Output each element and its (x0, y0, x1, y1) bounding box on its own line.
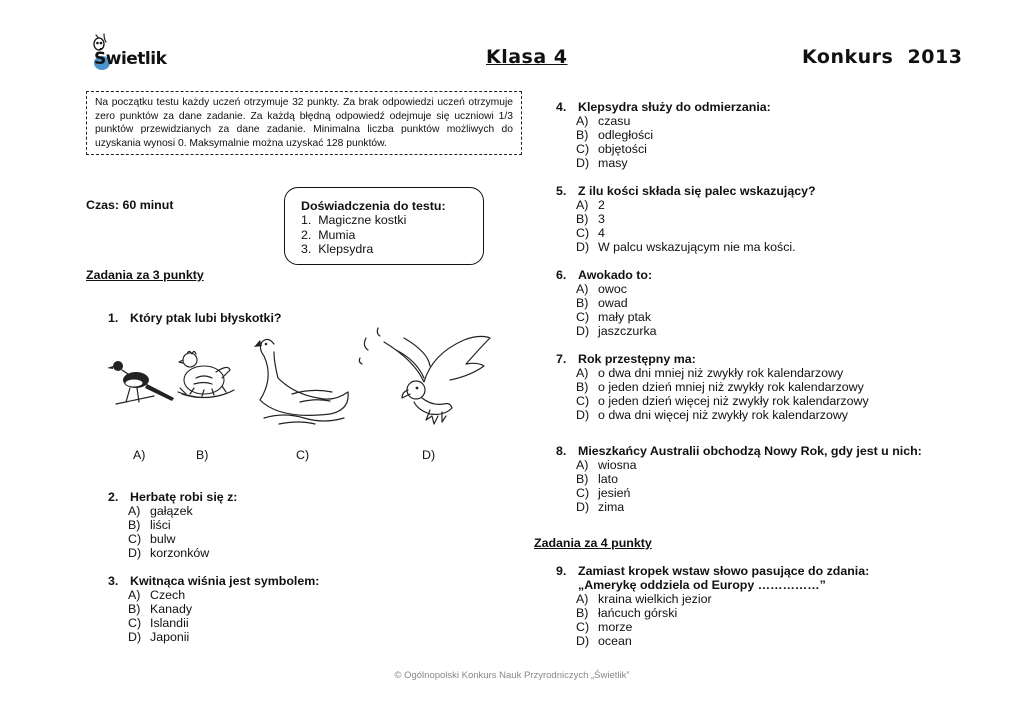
option-item[interactable]: D) Japonii (128, 630, 190, 644)
question-number: 4. (556, 100, 567, 114)
question-number: 3. (108, 574, 119, 588)
experiments-list (301, 213, 406, 257)
experiment-item: 2. Mumia (301, 227, 356, 242)
experiments-box (284, 187, 484, 265)
section-3-points: Zadania za 3 punkty (86, 268, 204, 282)
experiment-item: 3. Klepsydra (301, 242, 374, 256)
option-item[interactable]: A) czasu (576, 114, 631, 128)
experiments-title: Doświadczenia do testu: (301, 199, 446, 213)
question-text: Z ilu kości składa się palec wskazujący? (578, 184, 816, 198)
option-item[interactable]: C) 4 (576, 226, 605, 240)
swan-image (254, 339, 348, 424)
question-7 (556, 352, 869, 422)
question-number: 6. (556, 268, 567, 282)
option-item[interactable]: B) liści (128, 518, 171, 532)
option-item[interactable]: C) o jeden dzień więcej niż zwykły rok kalendarzowy (576, 394, 869, 408)
question-9 (556, 564, 869, 648)
option-item[interactable]: A) wiosna (576, 458, 637, 472)
magpie-image (107, 361, 174, 404)
option-item[interactable]: C) Islandii (128, 616, 189, 630)
q1-option-a[interactable]: A) (133, 448, 146, 462)
option-item[interactable]: B) 3 (576, 212, 605, 226)
q1-option-c[interactable]: C) (296, 448, 310, 462)
contest-title: Konkurs 2013 (802, 46, 963, 68)
question-text: Kwitnąca wiśnia jest symbolem: (130, 574, 320, 588)
option-item[interactable]: C) mały ptak (576, 310, 652, 324)
option-item[interactable]: B) lato (576, 472, 618, 486)
time-limit: Czas: 60 minut (86, 198, 174, 212)
option-item[interactable]: C) objętości (576, 142, 647, 156)
option-item[interactable]: D) ocean (576, 634, 632, 648)
experiment-item: 1. Magiczne kostki (301, 213, 407, 227)
question-number: 2. (108, 490, 119, 504)
option-item[interactable]: A) owoc (576, 282, 627, 296)
option-item[interactable]: D) jaszczurka (576, 324, 657, 338)
option-item[interactable]: B) o jeden dzień mniej niż zwykły rok kalendarzowy (576, 380, 864, 394)
class-title: Klasa 4 (486, 46, 568, 68)
question-4 (556, 100, 771, 170)
option-item[interactable]: A) Czech (128, 588, 186, 602)
option-item[interactable]: C) morze (576, 620, 633, 634)
question-text: Klepsydra służy do odmierzania: (578, 100, 771, 114)
question-text: Rok przestępny ma: (578, 352, 696, 366)
birds-illustration (104, 322, 494, 440)
question-8 (556, 444, 922, 514)
question-5 (556, 184, 816, 254)
option-item[interactable]: B) owad (576, 296, 628, 310)
question-sentence: „Amerykę oddziela od Europy ……………” (578, 578, 826, 592)
option-item[interactable]: A) gałązek (128, 504, 193, 518)
swietlik-logo (86, 32, 166, 74)
option-item[interactable]: B) Kanady (128, 602, 193, 616)
rules-box: Na początku testu każdy uczeń otrzymuje 32 punkty. Za brak odpowiedzi uczeń otrzymuje zero punktów za dane zadanie. Za każdą błędną odpowiedź odejmuje się uczniowi 1/3 punktów przewidzianych za dane zadanie. Minimalna liczba punktów możliwych do uzyskania wynosi 0. Maksymalnie można uzyskać 128 punktów. (86, 91, 522, 155)
option-item[interactable]: A) 2 (576, 198, 605, 212)
option-item[interactable]: D) o dwa dni więcej niż zwykły rok kalendarzowy (576, 408, 848, 422)
eagle-image (359, 328, 490, 424)
option-item[interactable]: A) kraina wielkich jezior (576, 592, 712, 606)
option-item[interactable]: D) zima (576, 500, 625, 514)
question-2 (108, 490, 237, 560)
hen-image (178, 352, 234, 398)
question-number: 8. (556, 444, 567, 458)
question-3 (108, 574, 319, 644)
option-item[interactable]: D) korzonków (128, 546, 210, 560)
option-item[interactable]: D) masy (576, 156, 628, 170)
footer-copyright: © Ogólnopolski Konkurs Nauk Przyrodniczych „Świetlik” (394, 670, 630, 681)
question-text: Zamiast kropek wstaw słowo pasujące do zdania: (578, 564, 870, 578)
option-item[interactable]: C) jesień (576, 486, 631, 500)
question-number: 5. (556, 184, 567, 198)
question-text: Który ptak lubi błyskotki? (130, 311, 282, 325)
question-6 (556, 268, 657, 338)
question-text: Awokado to: (578, 268, 653, 282)
section-4-points: Zadania za 4 punkty (534, 536, 652, 550)
question-text: Mieszkańcy Australii obchodzą Nowy Rok, gdy jest u nich: (578, 444, 922, 458)
option-item[interactable]: B) odległości (576, 128, 654, 142)
option-item[interactable]: D) W palcu wskazującym nie ma kości. (576, 240, 796, 254)
question-number: 1. (108, 311, 119, 325)
logo-text: Świetlik (94, 49, 167, 69)
question-number: 9. (556, 564, 567, 578)
q1-option-d[interactable]: D) (422, 448, 436, 462)
option-item[interactable]: B) łańcuch górski (576, 606, 678, 620)
option-item[interactable]: A) o dwa dni mniej niż zwykły rok kalendarzowy (576, 366, 844, 380)
question-number: 7. (556, 352, 567, 366)
question-text: Herbatę robi się z: (130, 490, 238, 504)
option-item[interactable]: C) bulw (128, 532, 176, 546)
q1-option-b[interactable]: B) (196, 448, 209, 462)
